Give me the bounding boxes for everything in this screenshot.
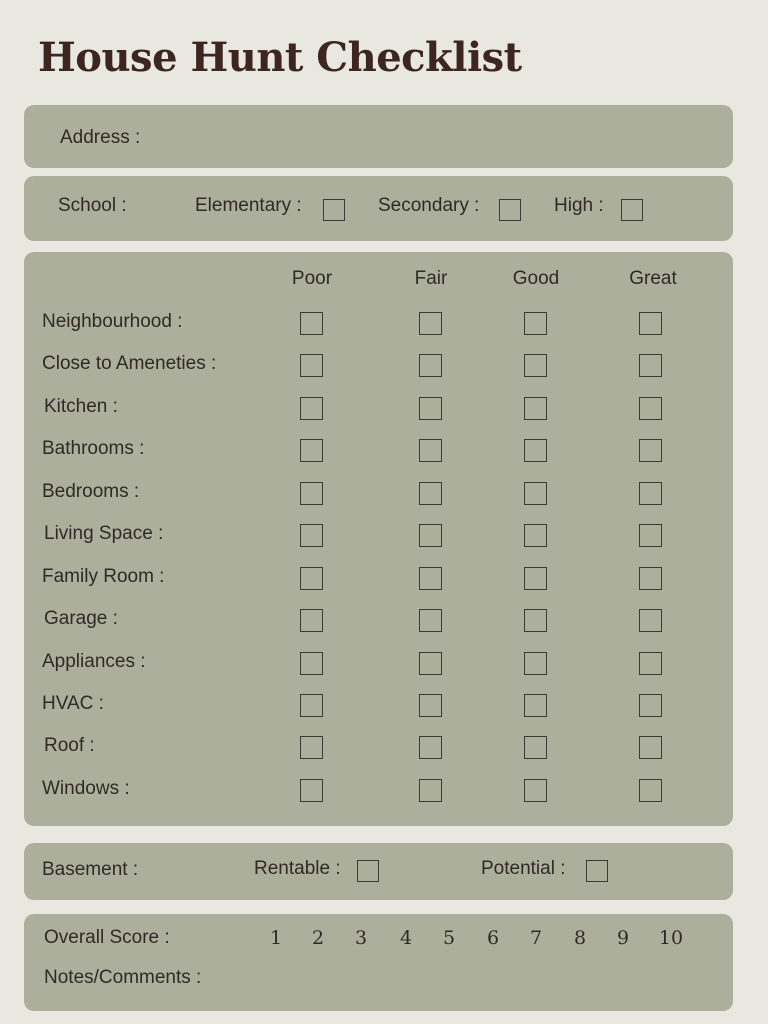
school-option-secondary-label: Secondary : <box>378 195 480 216</box>
column-header-good: Good <box>512 268 560 289</box>
school-panel <box>24 176 733 241</box>
rating-checkbox-fair[interactable] <box>419 567 442 590</box>
rating-checkbox-great[interactable] <box>639 652 662 675</box>
rating-row-label: Bathrooms : <box>42 438 145 459</box>
rating-checkbox-poor[interactable] <box>300 524 323 547</box>
rating-checkbox-great[interactable] <box>639 482 662 505</box>
rating-checkbox-poor[interactable] <box>300 482 323 505</box>
score-option-5[interactable]: 5 <box>442 927 456 949</box>
rating-checkbox-poor[interactable] <box>300 567 323 590</box>
rating-row-label: Appliances : <box>42 651 146 672</box>
page-title: House Hunt Checklist <box>38 34 522 81</box>
rating-checkbox-great[interactable] <box>639 609 662 632</box>
basement-panel <box>24 843 733 900</box>
rating-row-label: Neighbourhood : <box>42 311 183 332</box>
rating-checkbox-good[interactable] <box>524 609 547 632</box>
rating-checkbox-poor[interactable] <box>300 694 323 717</box>
rating-checkbox-good[interactable] <box>524 779 547 802</box>
score-panel <box>24 914 733 1011</box>
rating-checkbox-fair[interactable] <box>419 482 442 505</box>
rating-row-label: HVAC : <box>42 693 104 714</box>
rating-row-label: Bedrooms : <box>42 481 140 502</box>
rating-checkbox-great[interactable] <box>639 694 662 717</box>
score-option-10[interactable]: 10 <box>658 927 684 949</box>
rating-checkbox-poor[interactable] <box>300 609 323 632</box>
rating-checkbox-great[interactable] <box>639 439 662 462</box>
rating-checkbox-poor[interactable] <box>300 652 323 675</box>
overall-score-label: Overall Score : <box>44 927 170 948</box>
score-option-1[interactable]: 1 <box>269 927 283 949</box>
rating-checkbox-fair[interactable] <box>419 524 442 547</box>
rating-checkbox-good[interactable] <box>524 694 547 717</box>
score-option-3[interactable]: 3 <box>354 927 368 949</box>
rating-row-label: Kitchen : <box>44 396 118 417</box>
rating-row-label: Roof : <box>44 735 95 756</box>
rating-checkbox-fair[interactable] <box>419 694 442 717</box>
rating-checkbox-great[interactable] <box>639 524 662 547</box>
rating-checkbox-good[interactable] <box>524 736 547 759</box>
rating-checkbox-poor[interactable] <box>300 439 323 462</box>
rating-checkbox-fair[interactable] <box>419 652 442 675</box>
address-panel[interactable] <box>24 105 733 168</box>
rating-row-label: Garage : <box>44 608 118 629</box>
rating-checkbox-fair[interactable] <box>419 312 442 335</box>
rating-checkbox-good[interactable] <box>524 567 547 590</box>
rating-row-label: Living Space : <box>44 523 164 544</box>
rating-checkbox-fair[interactable] <box>419 397 442 420</box>
score-option-6[interactable]: 6 <box>486 927 500 949</box>
rating-checkbox-good[interactable] <box>524 354 547 377</box>
column-header-great: Great <box>629 268 677 289</box>
school-secondary-checkbox[interactable] <box>499 199 521 221</box>
basement-potential-checkbox[interactable] <box>586 860 608 882</box>
rating-checkbox-good[interactable] <box>524 312 547 335</box>
rating-checkbox-fair[interactable] <box>419 439 442 462</box>
rating-checkbox-fair[interactable] <box>419 609 442 632</box>
school-option-elementary-label: Elementary : <box>195 195 302 216</box>
ratings-panel <box>24 252 733 826</box>
basement-option-potential-label: Potential : <box>481 858 566 879</box>
rating-row-label: Windows : <box>42 778 130 799</box>
rating-row-label: Family Room : <box>42 566 165 587</box>
rating-checkbox-great[interactable] <box>639 567 662 590</box>
rating-checkbox-great[interactable] <box>639 779 662 802</box>
rating-checkbox-good[interactable] <box>524 652 547 675</box>
rating-checkbox-good[interactable] <box>524 439 547 462</box>
column-header-poor: Poor <box>291 268 333 289</box>
rating-checkbox-fair[interactable] <box>419 779 442 802</box>
rating-checkbox-good[interactable] <box>524 397 547 420</box>
rating-checkbox-great[interactable] <box>639 354 662 377</box>
basement-label: Basement : <box>42 859 139 880</box>
score-option-4[interactable]: 4 <box>399 927 413 949</box>
score-option-2[interactable]: 2 <box>311 927 325 949</box>
rating-checkbox-poor[interactable] <box>300 312 323 335</box>
rating-checkbox-great[interactable] <box>639 312 662 335</box>
school-option-high-label: High : <box>554 195 604 216</box>
basement-rentable-checkbox[interactable] <box>357 860 379 882</box>
rating-checkbox-good[interactable] <box>524 524 547 547</box>
rating-checkbox-poor[interactable] <box>300 354 323 377</box>
rating-checkbox-poor[interactable] <box>300 397 323 420</box>
basement-option-rentable-label: Rentable : <box>254 858 341 879</box>
rating-checkbox-poor[interactable] <box>300 736 323 759</box>
notes-label[interactable]: Notes/Comments : <box>44 967 202 988</box>
rating-checkbox-fair[interactable] <box>419 354 442 377</box>
rating-checkbox-great[interactable] <box>639 397 662 420</box>
school-label: School : <box>58 195 127 216</box>
school-elementary-checkbox[interactable] <box>323 199 345 221</box>
rating-checkbox-good[interactable] <box>524 482 547 505</box>
score-option-9[interactable]: 9 <box>616 927 630 949</box>
rating-checkbox-poor[interactable] <box>300 779 323 802</box>
column-header-fair: Fair <box>414 268 448 289</box>
school-high-checkbox[interactable] <box>621 199 643 221</box>
rating-checkbox-fair[interactable] <box>419 736 442 759</box>
rating-checkbox-great[interactable] <box>639 736 662 759</box>
score-option-8[interactable]: 8 <box>573 927 587 949</box>
rating-row-label: Close to Ameneties : <box>42 353 217 374</box>
address-label: Address : <box>60 127 141 148</box>
score-option-7[interactable]: 7 <box>529 927 543 949</box>
